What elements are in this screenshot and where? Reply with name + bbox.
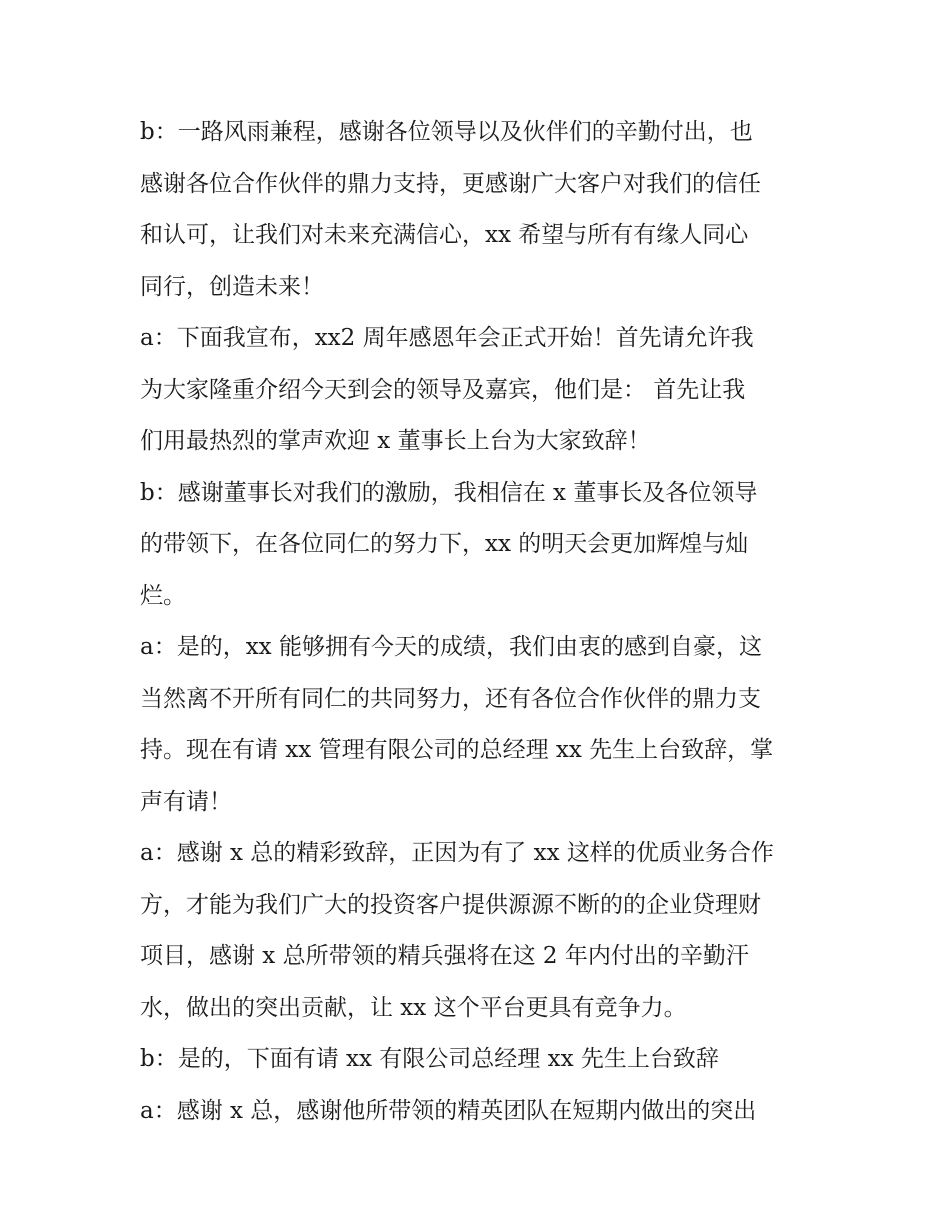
text-line: 当然离不开所有同仁的共同努力，还有各位合作伙伴的鼎力支: [140, 685, 761, 712]
text-line: 水，做出的突出贡献，让 xx 这个平台更具有竞争力。: [140, 994, 687, 1021]
text-line: 方，才能为我们广大的投资客户提供源源不断的的企业贷理财: [140, 891, 761, 918]
text-line: 持。现在有请 xx 管理有限公司的总经理 xx 先生上台致辞，掌: [140, 737, 774, 763]
text-line: b：感谢董事长对我们的激励，我相信在 x 董事长及各位领导: [140, 479, 758, 506]
text-line: a：感谢 x 总，感谢他所带领的精英团队在短期内做出的突出: [140, 1097, 757, 1124]
text-line: 为大家隆重介绍今天到会的领导及嘉宾，他们是： 首先让我: [140, 376, 746, 403]
text-line: 们用最热烈的掌声欢迎 x 董事长上台为大家致辞！: [140, 428, 651, 454]
text-line: a：感谢 x 总的精彩致辞，正因为有了 xx 这样的优质业务合作: [140, 840, 774, 866]
document-body: [140, 107, 820, 1137]
text-line: a：下面我宣布，xx2 周年感恩年会正式开始！首先请允许我: [140, 325, 754, 351]
text-line: 同行，创造未来！: [140, 273, 324, 300]
text-line: a：是的，xx 能够拥有今天的成绩，我们由衷的感到自豪，这: [140, 634, 762, 660]
text-line: 烂。: [140, 582, 186, 609]
text-line: 声有请！: [140, 788, 232, 815]
text-line: 的带领下，在各位同仁的努力下，xx 的明天会更加辉煌与灿: [140, 531, 749, 557]
text-line: 项目，感谢 x 总所带领的精兵强将在这 2 年内付出的辛勤汗: [140, 943, 749, 969]
text-line: 和认可，让我们对未来充满信心，xx 希望与所有有缘人同心: [140, 222, 749, 248]
text-line: b：是的，下面有请 xx 有限公司总经理 xx 先生上台致辞: [140, 1046, 719, 1072]
text-line: 感谢各位合作伙伴的鼎力支持，更感谢广大客户对我们的信任: [140, 170, 761, 197]
text-line: b：一路风雨兼程，感谢各位领导以及伙伴们的辛勤付出，也: [140, 119, 753, 145]
